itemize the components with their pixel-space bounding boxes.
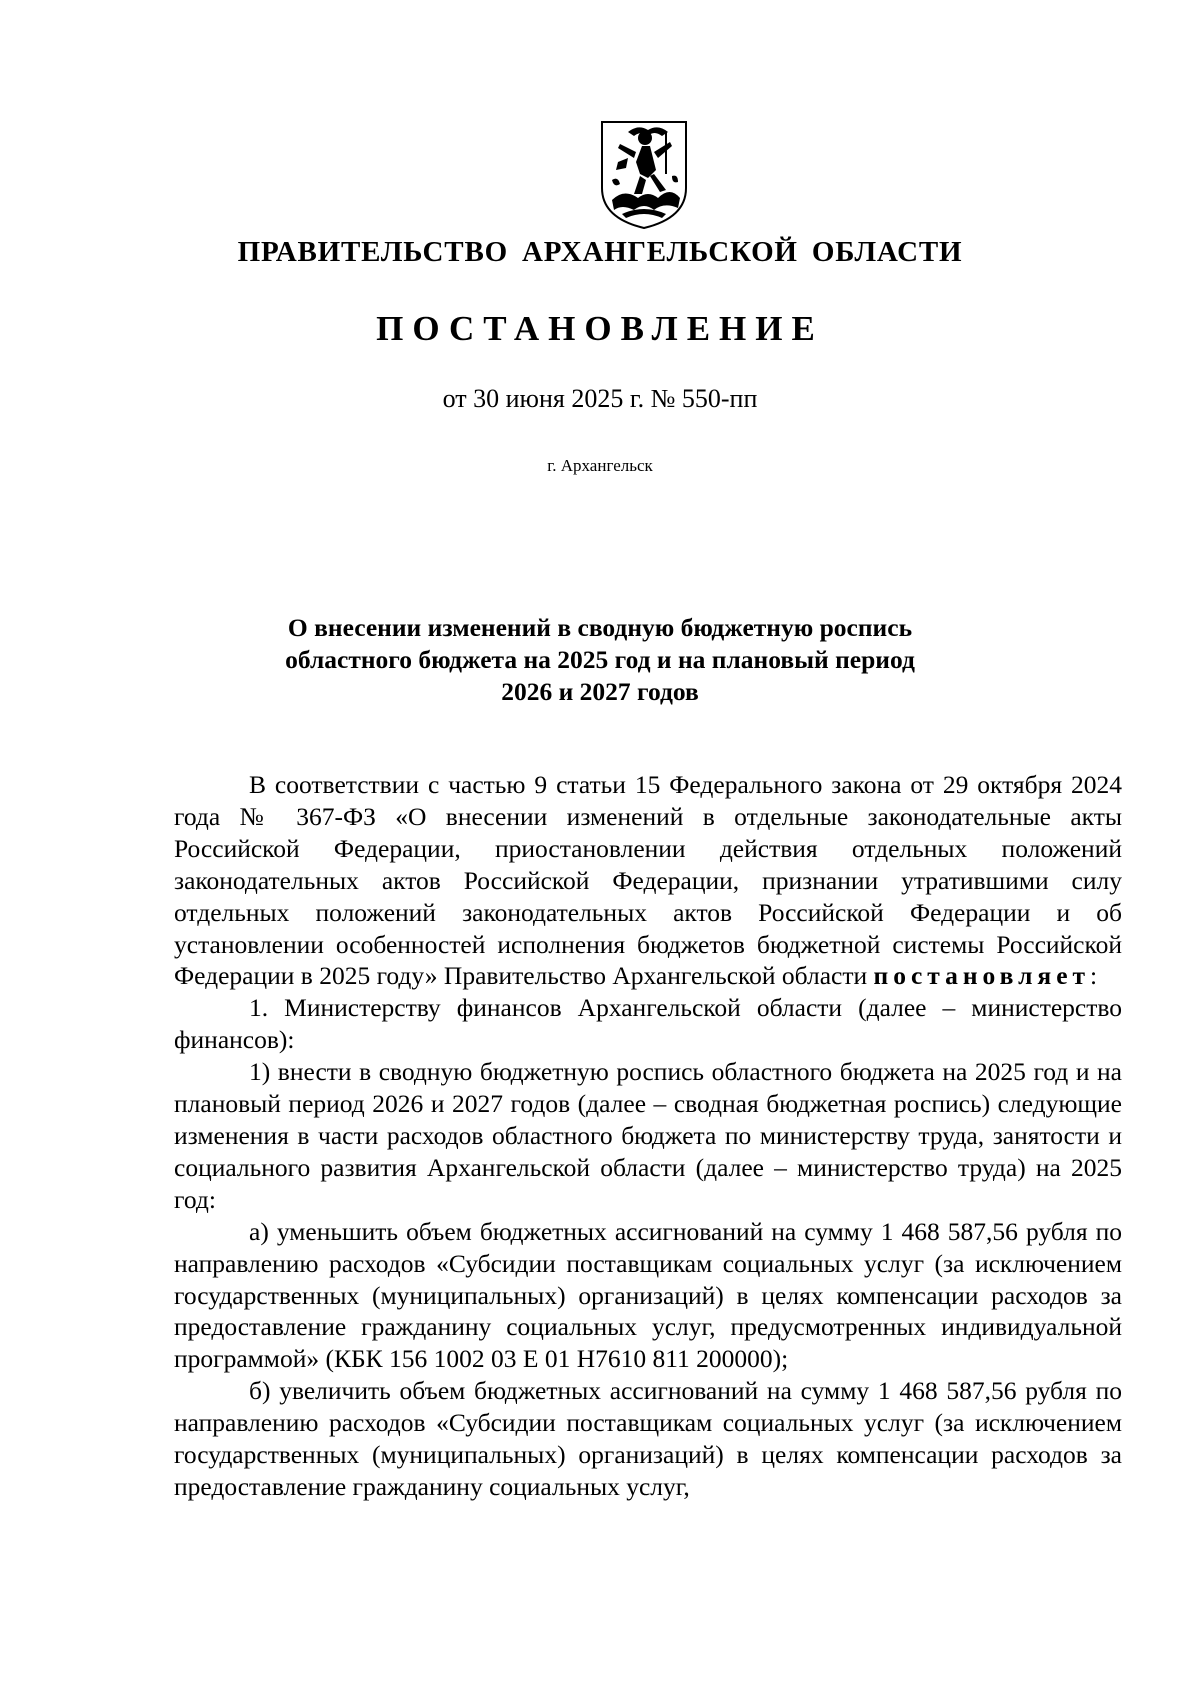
document-city: г. Архангельск: [547, 456, 653, 475]
title-line-1: О внесении изменений в сводную бюджетную роспись: [287, 613, 913, 642]
coat-of-arms-emblem: [598, 118, 690, 230]
preamble-paragraph: [174, 769, 1122, 992]
document-type: ПОСТАНОВЛЕНИЕ: [376, 309, 824, 348]
title-line-2: областного бюджета на 2025 год и на плановый период: [285, 645, 915, 674]
item-1-1-paragraph: 1) внести в сводную бюджетную роспись областного бюджета на 2025 год и на плановый период 2026 и 2027 годов (далее – сводная бюджетная роспись) следующие изменения в части расходов областного бюджета по министерству труда, занятости и социального развития Архангельской области (далее – министерство труда) на 2025 год:: [174, 1057, 1122, 1214]
item-b-paragraph: б) увеличить объем бюджетных ассигнований на сумму 1 468 587,56 рубля по направлению расходов «Субсидии поставщикам социальных услуг (за исключением государственных (муниципальных) организаций) в целях компенсации расходов за предоставление гражданину социальных услуг,: [174, 1376, 1122, 1501]
organization-name: ПРАВИТЕЛЬСТВО АРХАНГЕЛЬСКОЙ ОБЛАСТИ: [237, 236, 963, 268]
preamble-verb: постановляет: [873, 961, 1091, 991]
title-line-3: 2026 и 2027 годов: [501, 677, 699, 706]
document-date-number: от 30 июня 2025 г. № 550-пп: [442, 384, 758, 413]
preamble-end: :: [1090, 961, 1098, 991]
document-title: [250, 612, 950, 708]
item-1-paragraph: 1. Министерству финансов Архангельской области (далее – министерство финансов):: [174, 993, 1122, 1055]
document-body: [174, 769, 1122, 1503]
preamble-text: В соответствии с частью 9 статьи 15 Федерального закона от 29 октября 2024 года № 367-ФЗ «О внесении изменений в отдельные законодательные акты Российской Федерации, приостановлении действия отдельных положений законодательных актов Российской Федерации, признании утратившими силу отдельных положений законодательных актов Российской Федерации и об установлении особенностей исполнения бюджетов бюджетной системы Российской Федерации в 2025 году» Правительство Архангельской области: [174, 770, 1122, 991]
item-a-paragraph: а) уменьшить объем бюджетных ассигнований на сумму 1 468 587,56 рубля по направлению расходов «Субсидии поставщикам социальных услуг (за исключением государственных (муниципальных) организаций) в целях компенсации расходов за предоставление гражданину социальных услуг, предусмотренных индивидуальной программой» (КБК 156 1002 03 Е 01 Н7610 811 200000);: [174, 1216, 1122, 1374]
coat-of-arms-icon: [598, 118, 690, 230]
